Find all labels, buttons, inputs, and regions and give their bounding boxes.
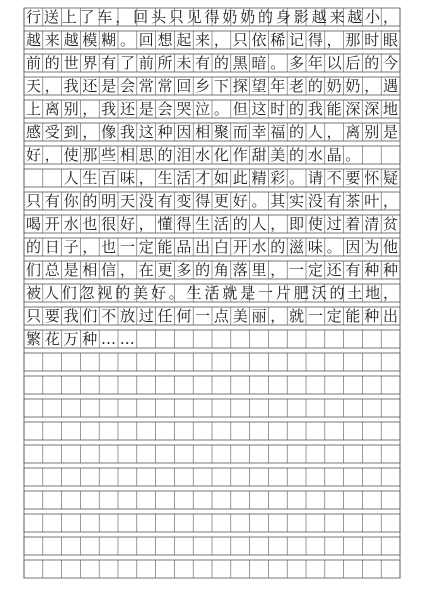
grid-row	[24, 491, 400, 509]
grid-row	[24, 399, 400, 417]
grid-row	[24, 376, 400, 394]
text-line: 行送上了车，回头只见得奶奶的身影越来越小，	[26, 8, 401, 26]
grid-row	[24, 445, 400, 463]
text-line: 人生百味，生活才如此精彩。请不要怀疑	[26, 169, 402, 187]
text-line: 们总是相信，在更多的角落里，一定还有种种	[26, 261, 402, 279]
text-line: 天，我还是会常常回乡下探望年老的奶奶，遇	[26, 77, 402, 95]
grid-row	[24, 537, 400, 555]
text-line: 喝开水也很好，懂得生活的人，即使过着清贫	[26, 215, 402, 233]
grid-row	[24, 560, 400, 578]
text-line: 繁花万种……	[26, 330, 139, 348]
text-line: 前的世界有了前所未有的黑暗。多年以后的今	[26, 54, 402, 72]
grid-row	[24, 468, 400, 486]
text-line: 只要我们不放过任何一点美丽，就一定能种出	[26, 307, 402, 325]
text-line: 好，使那些相思的泪水化作甜美的水晶。	[26, 146, 365, 164]
grid-row	[24, 353, 400, 371]
text-line: 感受到，像我这种因相聚而幸福的人，离别是	[26, 123, 402, 141]
grid-row	[24, 514, 400, 532]
text-line: 只有你的明天没有变得更好。其实没有茶叶，	[26, 192, 402, 210]
text-line: 上离别，我还是会哭泣。但这时的我能深深地	[26, 100, 402, 118]
grid-row	[24, 422, 400, 440]
text-line: 越来越模糊。回想起来，只依稀记得，那时眼	[26, 31, 402, 49]
text-line: 被人们忽视的美好。生活就是一片肥沃的土地，	[26, 284, 401, 302]
text-line: 的日子，也一定能品出白开水的滋味。因为他	[26, 238, 402, 256]
